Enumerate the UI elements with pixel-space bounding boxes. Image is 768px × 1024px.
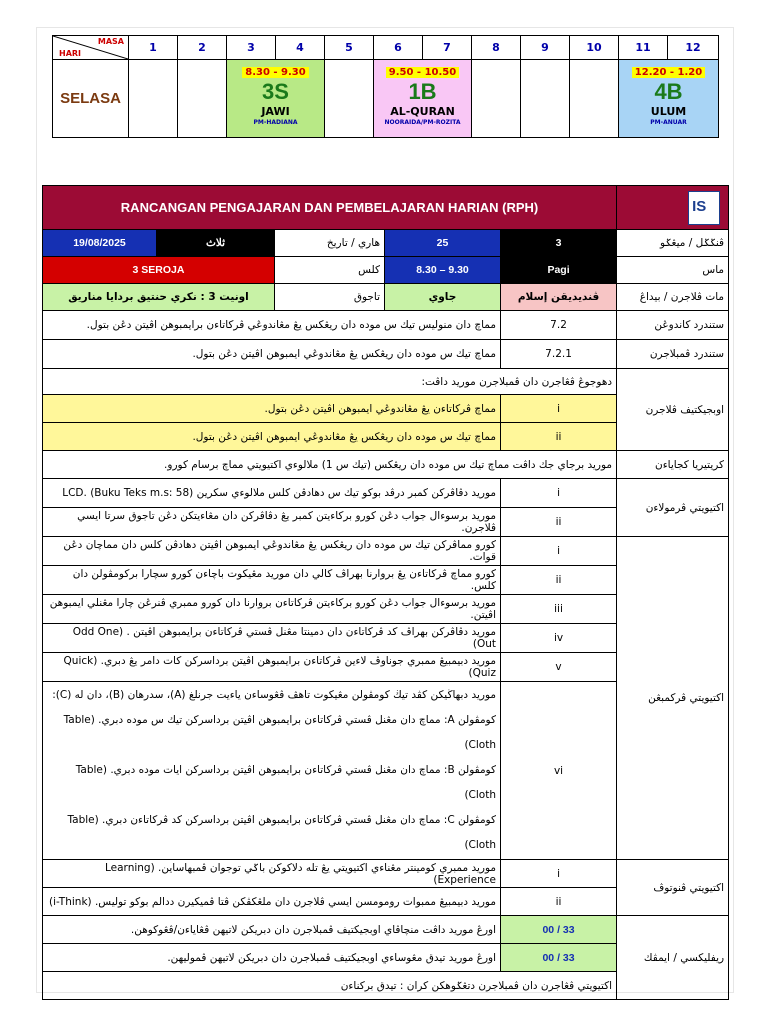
empty-slot <box>178 60 227 138</box>
dev-text: موريد برسوءال جواب دڠن كورو بركاءيتن ڤركاتاءن بروارنا دان كورو ممبري ڤنرڠن چارا مڠنلي ايمبوهن اڤيتن. <box>43 595 501 624</box>
dev-num: iv <box>501 624 617 653</box>
period-number: 11 <box>619 36 668 60</box>
day-row <box>53 60 719 138</box>
class-label: كلس <box>275 257 385 284</box>
intro-text: موريد برسوءال جواب دڠن كورو بركاءيتن كمبر يڠ دڤاڤركن دان مڠاءيتكن دڠن تاجوق سرتا ايسي ڤلاجرن. <box>43 508 501 537</box>
period-header-row <box>53 36 719 60</box>
period-number: 8 <box>472 36 521 60</box>
day-name: SELASA <box>53 60 129 138</box>
closing-num: i <box>501 860 617 888</box>
date-label: هاري / تاريخ <box>275 230 385 257</box>
closing-label: اكتيويتي ڤنوتوڤ <box>617 860 729 916</box>
slot-subject: AL-QURAN <box>390 105 455 118</box>
date-row <box>43 230 729 257</box>
logo-text: IS <box>692 197 707 215</box>
intro-row <box>43 479 729 508</box>
objective-intro-row <box>43 369 729 395</box>
period-number: 2 <box>178 36 227 60</box>
topic-row <box>43 284 729 311</box>
dev-row <box>43 537 729 566</box>
intro-text: موريد دڤاڤركن كمبر درڤد بوكو تيك س دهادڤن كلس ملالوءي سكرين LCD. (Buku Teks m.s: 58) <box>43 479 501 508</box>
objective-num: ii <box>501 423 617 451</box>
slot-teacher: NOORAIDA/PM-ROZITA <box>384 119 461 126</box>
period-number: 9 <box>521 36 570 60</box>
period-number: 10 <box>570 36 619 60</box>
session-value[interactable]: Pagi <box>501 257 617 284</box>
period-number: 1 <box>129 36 178 60</box>
dev-group-line: موريد دبهاڬيكن كڤد تيڬ كومڤولن مڠيكوت تاهڤ ڤڠوساءن ياءيت جرنلغ (A)، سدرهان (B)، دان له (C): <box>52 689 496 701</box>
week-label: ڤنݢݢل / ميڠݢو <box>617 230 729 257</box>
closing-row <box>43 860 729 888</box>
dev-num: iii <box>501 595 617 624</box>
dev-group-line: كومڤولن B: مماچ دان مڠنل ڤستي ڤركاتاءن برايمبوهن اڤيتن برداسركن ايات موده دبري. (Table Cloth) <box>75 764 496 801</box>
area-label: مات ڤلاجرن / بيداڠ <box>617 284 729 311</box>
standard-learning-label: ستندرد ڤمبلاجرن <box>617 340 729 369</box>
standard-content-num: 7.2 <box>501 311 617 340</box>
topic-label: تاجوق <box>275 284 385 311</box>
dev-num: i <box>501 537 617 566</box>
timetable-slot[interactable] <box>374 60 472 138</box>
empty-slot <box>129 60 178 138</box>
empty-slot <box>472 60 521 138</box>
intro-num: ii <box>501 508 617 537</box>
time-value[interactable]: 8.30 – 9.30 <box>385 257 501 284</box>
date-value[interactable]: 19/08/2025 <box>43 230 157 257</box>
reflection-text: اورڠ موريد تيدق مڠوساءي اوبجيكتيف ڤمبلاجرن دان دبريكن لاتيهن ڤموليهن. <box>43 944 501 972</box>
period-number: 6 <box>374 36 423 60</box>
standard-learning-num: 7.2.1 <box>501 340 617 369</box>
masa-label: MASA <box>97 37 124 46</box>
reflection-text: اورڠ موريد داڤت منچاڤاي اوبجيكتيف ڤمبلاجرن دان دبريكن لاتيهن ڤڠاياءن/ڤڠوكوهن. <box>43 916 501 944</box>
dev-num: v <box>501 653 617 682</box>
criteria-label: كريتيريا كجاياءن <box>617 451 729 479</box>
criteria-text: موريد برجاي جك داڤت مماچ تيك س موده دان ريڠكس (تيك س 1) ملالوءي اكتيويتي مماچ برسام كورو. <box>43 451 617 479</box>
hari-label: HARI <box>59 49 82 58</box>
week-value[interactable]: 25 <box>385 230 501 257</box>
reflection-row <box>43 916 729 944</box>
dev-num: ii <box>501 566 617 595</box>
period-number: 7 <box>423 36 472 60</box>
period-number: 5 <box>325 36 374 60</box>
timetable <box>52 35 719 138</box>
slot-time: 8.30 - 9.30 <box>242 67 308 78</box>
objective-text: مماچ تيك س موده دان ريڠكس يڠ مڠاندوڠي ايمبوهن اڤيتن دڠن بتول. <box>43 423 501 451</box>
empty-slot <box>570 60 619 138</box>
class-row <box>43 257 729 284</box>
reflection-score[interactable]: 00 / 33 <box>501 944 617 972</box>
standard-content-text: مماچ دان منوليس تيك س موده دان ريڠكس يڠ مڠاندوڠي ڤركاتاءن برايمبوهن اڤيتن دڠن بتول. <box>43 311 501 340</box>
slot-class: 4B <box>654 79 683 104</box>
masa-hari-corner <box>53 36 129 60</box>
slot-class: 1B <box>408 79 437 104</box>
dev-num: vi <box>501 682 617 860</box>
timetable-slot[interactable] <box>227 60 325 138</box>
rph-title: RANCANGAN PENGAJARAN DAN PEMBELAJARAN HARIAN (RPH) <box>43 186 617 230</box>
dev-text: كورو مماڤركن تيك س موده دان ريڠكس يڠ مڠاندوڠي ايمبوهن اڤيتن دهادڤن كلس دان مماچان دڠن قوات. <box>43 537 501 566</box>
intro-label: اكتيويتي ڤرمولاءن <box>617 479 729 537</box>
slot-class: 3S <box>262 79 289 104</box>
slot-time: 12.20 - 1.20 <box>632 67 705 78</box>
intro-num: i <box>501 479 617 508</box>
standard-content-row <box>43 311 729 340</box>
reflection-note: اكتيويتي ڤڠاجرن دان ڤمبلاجرن دتڠݢوهكن كران : تيدق بركناءن <box>43 972 617 1000</box>
criteria-row <box>43 451 729 479</box>
period-number: 12 <box>668 36 719 60</box>
slot-subject: ULUM <box>650 105 687 118</box>
reflection-score[interactable]: 00 / 33 <box>501 916 617 944</box>
area-value[interactable]: ڤنديديقن إسلام <box>501 284 617 311</box>
timetable-slot[interactable] <box>619 60 719 138</box>
dev-text: موريد دبيمبيڠ ممبري جوناوڤ لاءين ڤركاتاءن برايمبوهن اڤيتن برداسركن كات دامر يڠ دبري. (Quick Quiz) <box>43 653 501 682</box>
rph-title-row <box>43 186 729 230</box>
objective-num: i <box>501 395 617 423</box>
closing-text: موريد دبيمبيڠ ممبوات رومومسن ايسي ڤلاجرن دان ملڠكڤكن ڤتا ڤميكيرن ددالم بوكو توليس. (i-Think) <box>43 888 501 916</box>
dev-group-text <box>43 682 501 860</box>
slot-teacher: PM-ANUAR <box>650 119 687 126</box>
closing-num: ii <box>501 888 617 916</box>
reflection-label: ريفليكسي / ايمڤك <box>617 916 729 1000</box>
period-number: 4 <box>276 36 325 60</box>
standard-content-label: ستندرد كاندوڠن <box>617 311 729 340</box>
subject-value[interactable]: جاوي <box>385 284 501 311</box>
school-logo <box>688 191 720 225</box>
standard-learning-text: مماچ تيك س موده دان ريڠكس يڠ مڠاندوڠي ايمبوهن اڤيتن دڠن بتول. <box>43 340 501 369</box>
objective-label: اوبجيكتيف ڤلاجرن <box>617 369 729 451</box>
empty-slot <box>521 60 570 138</box>
dev-group-line: كومڤولن C: مماچ دان مڠنل ڤستي ڤركاتاءن برايمبوهن اڤيتن برداسركن كد ڤركاتاءن دبري. (Table Cloth) <box>67 814 496 851</box>
dev-label: اكتيويتي ڤركمبڠن <box>617 537 729 860</box>
dev-text: كورو مماچ ڤركاتاءن يڠ بروارنا بهراڤ كالي دان موريد مڠيكوت باچاءن كورو سچارا بركومڤولن دان كلس. <box>43 566 501 595</box>
time-label: ماس <box>617 257 729 284</box>
objective-intro: دهوجوڠ ڤڠاجرن دان ڤمبلاجرن موريد داڤت: <box>43 369 617 395</box>
objective-text: مماچ ڤركاتاءن يڠ مڠاندوڠي ايمبوهن اڤيتن دڠن بتول. <box>43 395 501 423</box>
topic-value[interactable]: اونيت 3 : نكري حنتيق بردايا مناريق <box>43 284 275 311</box>
dev-text: موريد دڤاڤركن بهراڤ كد ڤركاتاءن دان دمينتا مڠنل ڤستي ڤركاتاءن برايمبوهن اڤيتن . (Odd One Out) <box>43 624 501 653</box>
dev-group-line: كومڤولن A: مماچ دان مڠنل ڤستي ڤركاتاءن برايمبوهن اڤيتن برداسركن تيك س موده دبري. (Table Cloth) <box>63 714 496 751</box>
slot-time: 9.50 - 10.50 <box>386 67 459 78</box>
term-value[interactable]: 3 <box>501 230 617 257</box>
class-value[interactable]: 3 SEROJA <box>43 257 275 284</box>
closing-text: موريد ممبري كومينتر مڠناءي اكتيويتي يڠ تله دلاكوكن باݢي توجوان ڤمبهاساين. (Learning Experience) <box>43 860 501 888</box>
slot-teacher: PM-HADIANA <box>253 119 298 126</box>
slot-subject: JAWI <box>261 105 290 118</box>
rph-table <box>42 185 729 1000</box>
period-number: 3 <box>227 36 276 60</box>
empty-slot <box>325 60 374 138</box>
standard-learning-row <box>43 340 729 369</box>
day-value[interactable]: ثلاث <box>157 230 275 257</box>
